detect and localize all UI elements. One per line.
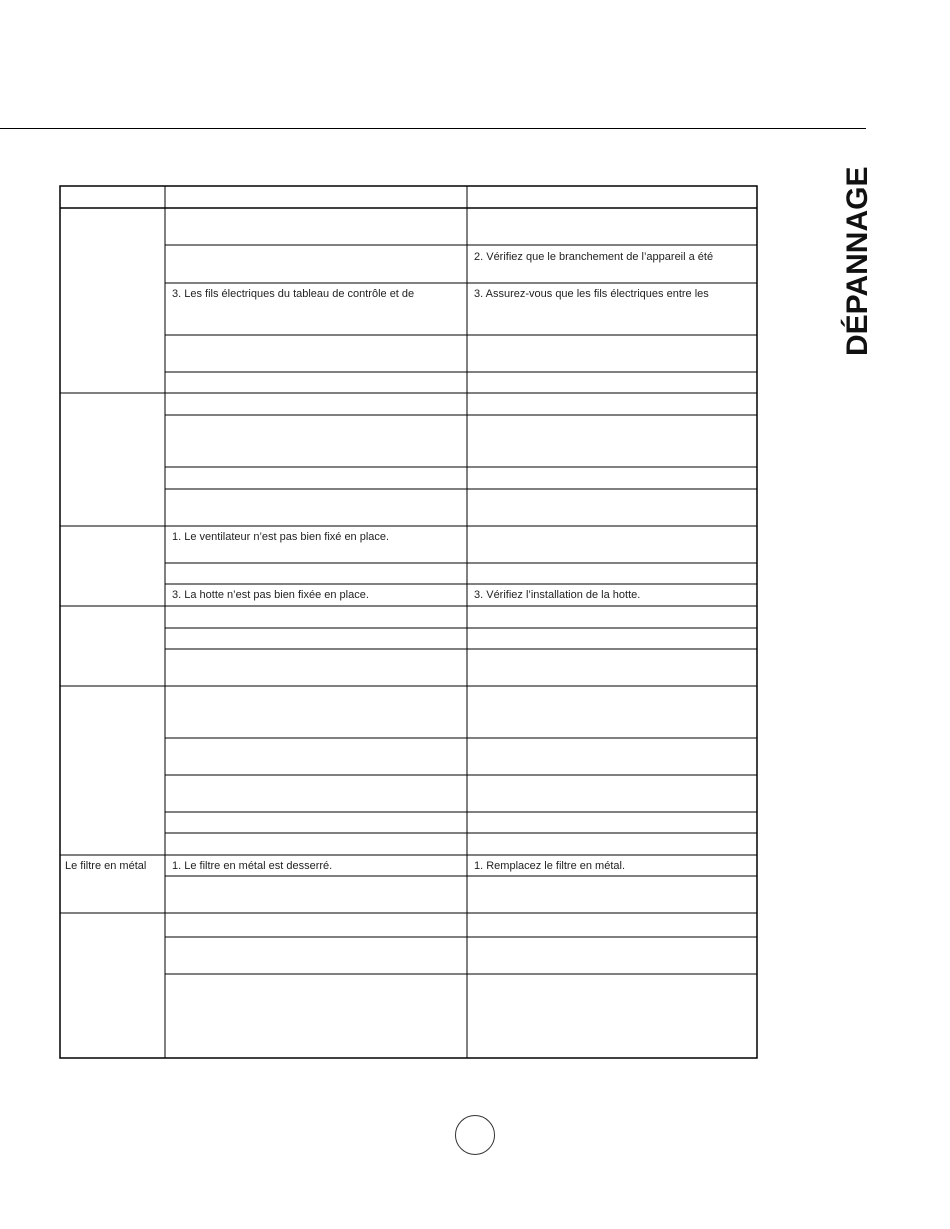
solution-cell: 3. Vérifiez l’installation de la hotte.: [474, 589, 641, 601]
page-number-circle: [455, 1115, 495, 1155]
problem-cell: Le filtre en métal: [65, 860, 147, 872]
header-rule: [0, 128, 866, 129]
solution-cell: 2. Vérifiez que le branchement de l’appareil a été: [474, 251, 714, 263]
table-border: [60, 186, 757, 1058]
cause-cell: 3. La hotte n’est pas bien fixée en place.: [172, 589, 369, 601]
solution-cell: 3. Assurez-vous que les fils électriques entre les: [474, 288, 709, 300]
cause-cell: 1. Le ventilateur n’est pas bien fixé en place.: [172, 531, 390, 543]
cause-cell: 3. Les fils électriques du tableau de contrôle et de: [172, 288, 415, 300]
cause-cell: 1. Le filtre en métal est desserré.: [172, 860, 333, 872]
solution-cell: 1. Remplacez le filtre en métal.: [474, 860, 626, 872]
section-title: DÉPANNAGE: [841, 166, 874, 356]
